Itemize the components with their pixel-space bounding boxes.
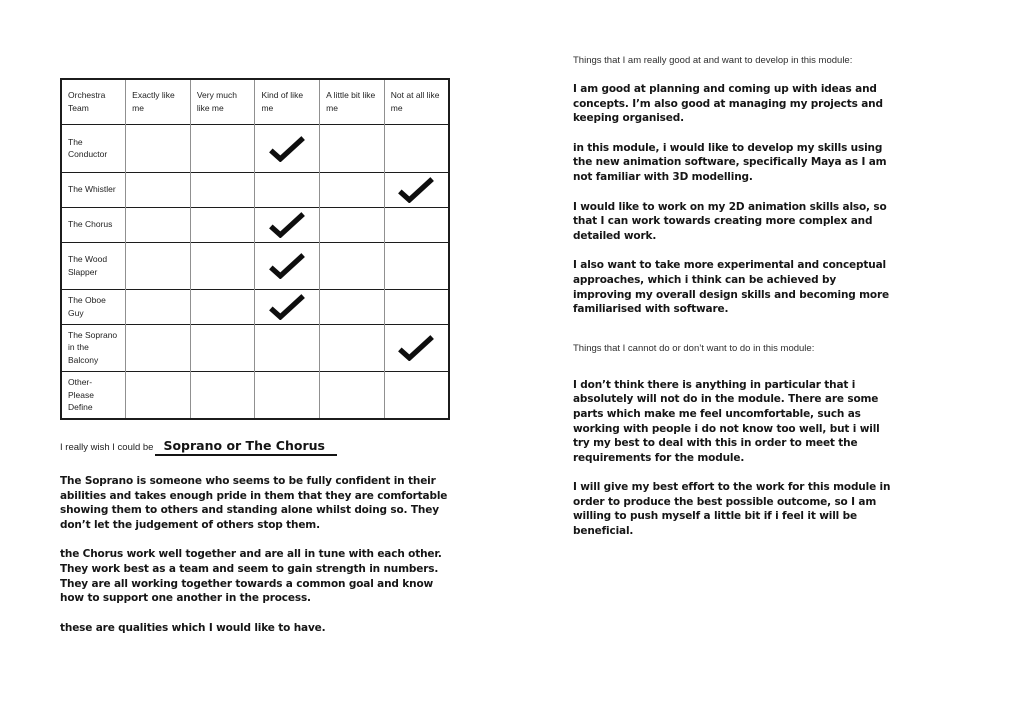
column-header-very-much-like-me: Very much like me (190, 79, 255, 124)
rating-cell-checked (255, 289, 320, 324)
checkmark-icon (268, 135, 306, 162)
good-at-paragraph-4: I also want to take more experimental and conceptual approaches, which i think can be achieved by improving my overall design skills and becoming more familiarised with software. (573, 259, 889, 316)
rating-cell (320, 207, 385, 242)
checkmark-icon (268, 293, 306, 320)
good-at-paragraph-1: I am good at planning and coming up with ideas and concepts. I’m also good at managing my projects and keeping organised. (573, 83, 883, 125)
table-row (61, 124, 449, 172)
rating-cell (190, 289, 255, 324)
rating-cell-checked (255, 242, 320, 289)
wish-line (60, 438, 450, 453)
table-header (61, 79, 449, 124)
checkmark-icon (268, 211, 306, 238)
column-header-exactly-like-me: Exactly like me (126, 79, 191, 124)
rating-cell (384, 289, 449, 324)
orchestra-rating-table (60, 78, 450, 420)
good-at-paragraph-2: in this module, i would like to develop my skills using the new animation software, specifically Maya as I am not familiar with 3D modelling. (573, 141, 887, 183)
qualities-paragraph: these are qualities which I would like to have. (60, 621, 326, 634)
rating-cell (320, 289, 385, 324)
rating-cell (126, 172, 191, 207)
soprano-paragraph: The Soprano is someone who seems to be fully confident in their abilities and takes enough pride in them that they are comfortable showing them to others and standing alone whilst doing so. They don’t let the judgement of others stop them. (60, 475, 448, 531)
table-row (61, 172, 449, 207)
rating-cell (320, 124, 385, 172)
table-row (61, 289, 449, 324)
row-label: The Soprano in the Balcony (61, 324, 126, 371)
rating-cell (255, 172, 320, 207)
table-row (61, 242, 449, 289)
rating-cell (126, 124, 191, 172)
right-column (573, 55, 891, 554)
rating-cell (320, 371, 385, 419)
rating-cell (190, 242, 255, 289)
rating-cell (126, 289, 191, 324)
row-label: Other- Please Define (61, 371, 126, 419)
cannot-do-paragraph-1: I don’t think there is anything in particular that i absolutely will not do in the module. There are some parts which make me feel uncomfortable, such as working with people i do not know too well, but i will try my best to deal with this in order to meet the requirements for the module. (573, 378, 880, 464)
rating-cell (384, 207, 449, 242)
rating-cell-checked (255, 124, 320, 172)
rating-cell (190, 124, 255, 172)
rating-cell (126, 207, 191, 242)
good-at-paragraph-3: I would like to work on my 2D animation skills also, so that I can work towards creating more complex and detailed work. (573, 200, 887, 242)
table-row (61, 371, 449, 419)
rating-cell-checked (255, 207, 320, 242)
rating-cell-checked (384, 324, 449, 371)
row-label: The Wood Slapper (61, 242, 126, 289)
column-header-kind-of-like-me: Kind of like me (255, 79, 320, 124)
rating-cell-checked (384, 172, 449, 207)
row-label: The Whistler (61, 172, 126, 207)
header-row (61, 79, 449, 124)
left-column (60, 78, 450, 650)
rating-cell (255, 371, 320, 419)
rating-cell (126, 371, 191, 419)
good-at-heading: Things that I am really good at and want to develop in this module: (573, 55, 853, 66)
column-header-not-at-all-like-me: Not at all like me (384, 79, 449, 124)
cannot-do-paragraph-2: I will give my best effort to the work for this module in order to produce the best possible outcome, so I am willing to push myself a little bit if i feel it will be beneficial. (573, 481, 891, 538)
wish-line-prefix: I really wish I could be (60, 442, 154, 453)
rating-cell (126, 324, 191, 371)
table-row (61, 324, 449, 371)
column-header-orchestra-team: Orchestra Team (61, 79, 126, 124)
checkmark-icon (268, 252, 306, 279)
rating-cell (384, 124, 449, 172)
row-label: The Oboe Guy (61, 289, 126, 324)
checkmark-icon (397, 334, 435, 361)
row-label: The Chorus (61, 207, 126, 242)
rating-cell (320, 324, 385, 371)
checkmark-icon (397, 176, 435, 203)
rating-cell (190, 371, 255, 419)
wish-line-answer: Soprano or The Chorus (155, 438, 337, 456)
rating-cell (126, 242, 191, 289)
rating-cell (320, 172, 385, 207)
rating-cell (384, 242, 449, 289)
cannot-do-heading: Things that I cannot do or don’t want to do in this module: (573, 342, 815, 354)
row-label: The Conductor (61, 124, 126, 172)
column-header-a-little-bit-like-me: A little bit like me (320, 79, 385, 124)
chorus-paragraph: the Chorus work well together and are all in tune with each other. They work best as a team and seem to gain strength in numbers. They are all working together towards a common goal and know how to support one another in the process. (60, 548, 442, 605)
rating-cell (190, 324, 255, 371)
rating-cell (320, 242, 385, 289)
rating-cell (255, 324, 320, 371)
rating-cell (384, 371, 449, 419)
rating-cell (190, 207, 255, 242)
orchestra-table-body (61, 124, 449, 419)
rating-cell (190, 172, 255, 207)
table-row (61, 207, 449, 242)
